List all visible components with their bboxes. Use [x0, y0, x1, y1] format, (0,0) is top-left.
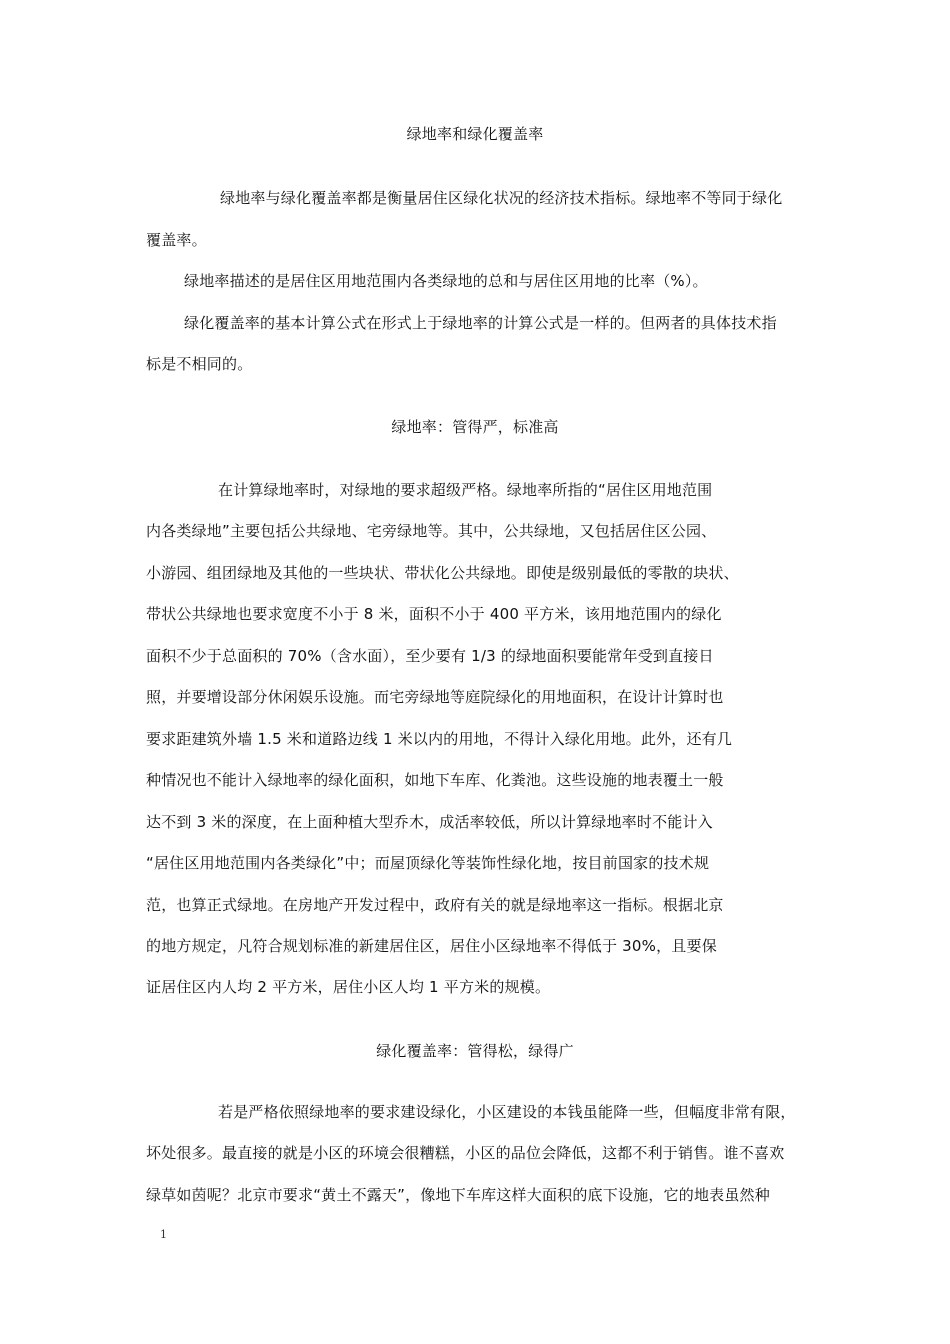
section1-line: 在计算绿地率时，对绿地的要求超级严格。绿地率所指的“居住区用地范围 — [218, 481, 713, 499]
section2-line: 坏处很多。最直接的就是小区的环境会很糟糕，小区的品位会降低，这都不利于销售。谁不喜欢 — [146, 1144, 785, 1162]
section1-line: 的地方规定，凡符合规划标准的新建居住区，居住小区绿地率不得低于 30%，且要保 — [146, 937, 717, 955]
section-heading-green-space-ratio: 绿地率：管得严，标准高 — [391, 418, 559, 436]
section1-line: 照，并要增设部分休闲娱乐设施。而宅旁绿地等庭院绿化的用地面积，在设计计算时也 — [146, 688, 724, 706]
section1-line: 要求距建筑外墙 1.5 米和道路边线 1 米以内的用地，不得计入绿化用地。此外，还有几 — [146, 730, 733, 748]
formula-paragraph-line: 绿化覆盖率的基本计算公式在形式上于绿地率的计算公式是一样的。但两者的具体技术指 — [184, 314, 777, 332]
section2-line: 绿草如茵呢？北京市要求“黄土不露天”，像地下车库这样大面积的底下设施，它的地表虽然种 — [146, 1186, 770, 1204]
section1-line: 范，也算正式绿地。在房地产开发过程中，政府有关的就是绿地率这一指标。根据北京 — [146, 896, 724, 914]
section1-line: 种情况也不能计入绿地率的绿化面积，如地下车库、化粪池。这些设施的地表覆土一般 — [146, 771, 724, 789]
formula-paragraph-line: 标是不相同的。 — [146, 355, 253, 373]
intro-paragraph-line: 绿地率与绿化覆盖率都是衡量居住区绿化状况的经济技术指标。绿地率不等同于绿化 — [220, 189, 783, 207]
section1-line: “居住区用地范围内各类绿化”中；而屋顶绿化等装饰性绿化地，按目前国家的技术规 — [146, 854, 710, 872]
intro-paragraph-line: 覆盖率。 — [146, 231, 207, 249]
page-number: 1 — [160, 1228, 167, 1241]
definition-paragraph: 绿地率描述的是居住区用地范围内各类绿地的总和与居住区用地的比率（%）。 — [184, 272, 708, 290]
section2-line: 若是严格依照绿地率的要求建设绿化，小区建设的本钱虽能降一些，但幅度非常有限， — [218, 1103, 796, 1121]
document-title: 绿地率和绿化覆盖率 — [406, 125, 544, 143]
section-heading-green-coverage-ratio: 绿化覆盖率：管得松，绿得广 — [376, 1042, 574, 1060]
section1-line: 带状公共绿地也要求宽度不小于 8 米，面积不小于 400 平方米，该用地范围内的绿化 — [146, 605, 722, 623]
section1-line: 证居住区内人均 2 平方米，居住小区人均 1 平方米的规模。 — [146, 978, 551, 996]
section1-line: 面积不少于总面积的 70%（含水面），至少要有 1/3 的绿地面积要能常年受到直接日 — [146, 647, 714, 665]
section1-line: 小游园、组团绿地及其他的一些块状、带状化公共绿地。即使是级别最低的零散的块状、 — [146, 564, 739, 582]
section1-line: 达不到 3 米的深度，在上面种植大型乔木，成活率较低，所以计算绿地率时不能计入 — [146, 813, 713, 831]
section1-line: 内各类绿地”主要包括公共绿地、宅旁绿地等。其中，公共绿地，又包括居住区公园、 — [146, 522, 717, 540]
